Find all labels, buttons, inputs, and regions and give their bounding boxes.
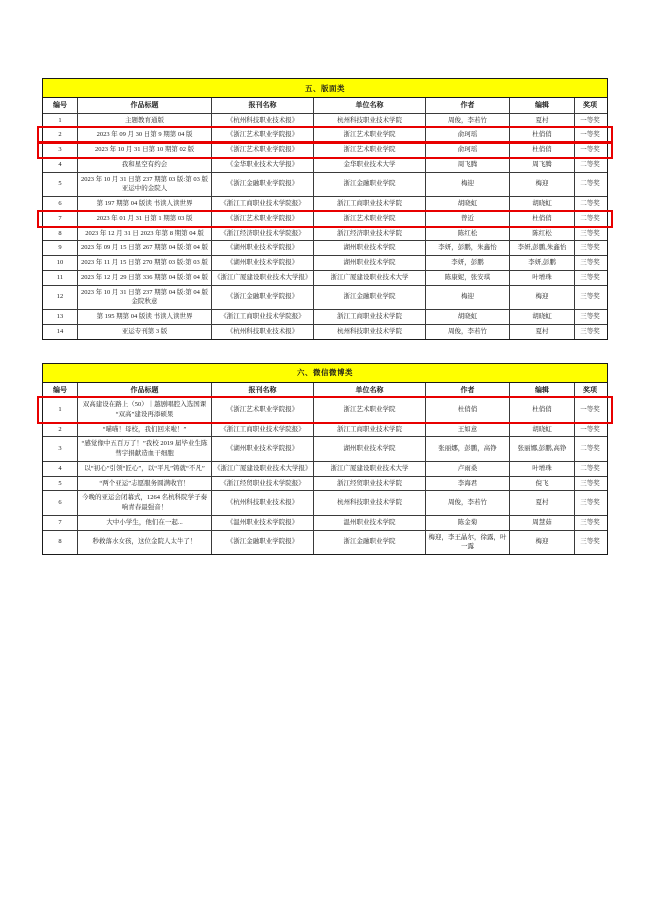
table-row: [43, 240, 607, 255]
table-cell: 二等奖: [574, 158, 605, 172]
table-cell: 梅迎: [509, 286, 574, 310]
table-row: [43, 172, 607, 197]
table-cell: 陈金菊: [425, 516, 509, 530]
table-cell: 周俊，李若竹: [425, 491, 509, 515]
table-cell: 俞珂瑶: [425, 128, 509, 142]
column-header: 单位名称: [313, 98, 425, 113]
table-cell: 杜俏俏: [509, 128, 574, 142]
table-cell: 5: [58, 180, 62, 188]
table-section-layout-category: [42, 78, 608, 340]
table-row: [43, 461, 607, 476]
table-cell: 三等奖: [574, 271, 605, 285]
table-cell: 三等奖: [574, 241, 605, 255]
table-cell: 叶增珠: [509, 462, 574, 476]
table-cell: 《浙江艺术职业学院报》: [211, 128, 313, 142]
table-cell: 大中小学生，他们在一起...: [77, 516, 211, 530]
table-cell: 《浙江艺术职业学院报》: [211, 143, 313, 157]
column-header: 作者: [425, 383, 509, 398]
column-header: 编号: [53, 101, 67, 109]
column-header: 奖项: [574, 98, 605, 113]
table-cell: 第 197 期第 04 版读 书读人读世界: [77, 197, 211, 211]
table-cell: 张丽娜,彭鹏,高铮: [509, 437, 574, 461]
table-cell: “两个亚运”志愿服务圆满收官！: [77, 477, 211, 491]
table-cell: 6: [58, 200, 62, 207]
awards-table-wechat-weibo-category: [43, 383, 607, 555]
table-cell: 3: [58, 445, 62, 453]
table-cell: 二等奖: [574, 197, 605, 211]
table-section-wechat-weibo-category: [42, 363, 608, 556]
table-cell: 2023 年 12 月 31 日 2023 年第 8 期第 04 版: [77, 227, 211, 241]
table-cell: 《浙江经贸职业技术学院报》: [211, 477, 313, 491]
table-cell: 胡晓虹: [509, 423, 574, 437]
table-cell: 2023 年 01 月 31 日第 1 期第 03 版: [77, 212, 211, 226]
table-cell: 2023 年 10 月 31 日第 10 期第 02 版: [77, 143, 211, 157]
table-cell: 周飞腾: [509, 158, 574, 172]
table-cell: 11: [56, 273, 64, 281]
table-cell: 湖州职业技术学院: [313, 437, 425, 461]
table-cell: 梅迎: [425, 173, 509, 197]
table-cell: 《浙江艺术职业学院报》: [211, 398, 313, 422]
table-cell: 周俊，李若竹: [425, 325, 509, 339]
table-cell: 金华职业技术大学: [313, 158, 425, 172]
table-cell: 陈红松: [509, 227, 574, 241]
table-cell: 浙江经贸职业技术学院: [313, 477, 425, 491]
table-row: [43, 490, 607, 515]
table-cell: 《浙江广厦建设职业技术大学报》: [211, 271, 313, 285]
table-cell: 浙江金融职业学院: [313, 531, 425, 555]
table-cell: 双高建设在路上（50）｜越剧唱腔入选国课 “双高”建设再添硕果: [77, 398, 211, 422]
table-header-row: [43, 383, 607, 398]
table-cell: 杜俏俏: [509, 143, 574, 157]
table-cell: 8: [58, 538, 62, 546]
table-cell: 《杭州科技职业技术报》: [211, 114, 313, 128]
table-cell: 杭州科技职业技术学院: [313, 325, 425, 339]
table-cell: 夏村: [509, 114, 574, 128]
table-cell: 李海君: [425, 477, 509, 491]
table-cell: 梅迎: [425, 286, 509, 310]
column-header: 编辑: [509, 383, 574, 398]
table-cell: 4: [58, 160, 62, 168]
table-row: [43, 476, 607, 491]
table-cell: 梅迎，李王晶尔，徐露，叶一露: [425, 531, 509, 555]
table-row: [43, 226, 607, 241]
table-cell: 浙江经济职业技术学院: [313, 227, 425, 241]
table-cell: 2023 年 09 月 30 日第 9 期第 04 版: [77, 128, 211, 142]
table-cell: 三等奖: [574, 477, 605, 491]
table-cell: 浙江金融职业学院: [313, 173, 425, 197]
table-cell: 浙江艺术职业学院: [313, 143, 425, 157]
column-header: 编辑: [509, 98, 574, 113]
table-cell: 浙江工商职业技术学院: [313, 197, 425, 211]
table-cell: 9: [58, 244, 62, 252]
table-cell: 杜俏俏: [509, 212, 574, 226]
table-cell: 二等奖: [574, 173, 605, 197]
table-cell: 《浙江艺术职业学院报》: [211, 212, 313, 226]
table-row: [43, 270, 607, 285]
table-cell: 曾近: [425, 212, 509, 226]
table-cell: 三等奖: [574, 325, 605, 339]
table-cell: 湖州职业技术学院: [313, 256, 425, 270]
table-cell: 《湖州职业技术学院报》: [211, 256, 313, 270]
table-cell: 王如意: [425, 423, 509, 437]
table-cell: 倪飞: [509, 477, 574, 491]
table-cell: 三等奖: [574, 256, 605, 270]
table-cell: 李妍，彭鹏: [425, 256, 509, 270]
table-cell: 8: [58, 229, 62, 237]
table-title-layout-category: 五、版面类: [43, 79, 607, 98]
table-cell: 杭州科技职业技术学院: [313, 491, 425, 515]
table-cell: 12: [56, 293, 64, 301]
table-cell: “喵喵！母校，我们回来啦！”: [77, 423, 211, 437]
table-cell: 俞珂瑶: [425, 143, 509, 157]
table-cell: 以“初心”引领“匠心”，以“平凡”铸就“不凡”: [77, 462, 211, 476]
table-cell: 梅迎: [509, 173, 574, 197]
table-cell: 二等奖: [574, 212, 605, 226]
table-cell: 《杭州科技职业技术报》: [211, 325, 313, 339]
table-cell: 《金华职业技术大学报》: [211, 158, 313, 172]
table-row: [43, 422, 607, 437]
table-cell: 浙江艺术职业学院: [313, 128, 425, 142]
table-row-highlighted: [43, 211, 607, 226]
table-cell: 叶增珠: [509, 271, 574, 285]
table-cell: 梅迎: [509, 531, 574, 555]
table-row: [43, 309, 607, 324]
table-cell: 湖州职业技术学院: [313, 241, 425, 255]
table-cell: 浙江工商职业技术学院: [313, 423, 425, 437]
table-cell: 胡晓虹: [425, 197, 509, 211]
table-row: [43, 530, 607, 555]
table-cell: 10: [56, 259, 64, 266]
table-row: [43, 157, 607, 172]
table-cell: 李妍,彭鹏,朱鑫怡: [509, 241, 574, 255]
table-cell: 一等奖: [574, 143, 605, 157]
table-cell: 亚运专刊第 3 版: [77, 325, 211, 339]
table-cell: 张丽娜，彭鹏，高铮: [425, 437, 509, 461]
table-cell: 浙江艺术职业学院: [313, 398, 425, 422]
table-cell: 《浙江金融职业学院报》: [211, 531, 313, 555]
table-cell: 1: [58, 116, 62, 124]
column-header: 单位名称: [313, 383, 425, 398]
table-cell: 4: [58, 464, 62, 472]
table-title-wechat-weibo-category: 六、微信微博类: [43, 364, 607, 383]
table-cell: 2023 年 10 月 31 日第 237 期第 04 版:第 04 版 金院秋意: [77, 286, 211, 310]
table-cell: 周慧茹: [509, 516, 574, 530]
table-cell: 《温州职业技术学院报》: [211, 516, 313, 530]
table-cell: 今晚的亚运会闭幕式，1264 名杭科院学子奏响青春最强音！: [77, 491, 211, 515]
table-cell: 第 195 期第 04 版读 书读人读世界: [77, 310, 211, 324]
table-cell: 5: [58, 479, 62, 487]
table-cell: 胡晓虹: [425, 310, 509, 324]
table-cell: 2023 年 11 月 15 日第 270 期第 03 版:第 03 版: [77, 256, 211, 270]
table-cell: 一等奖: [574, 423, 605, 437]
table-cell: 浙江艺术职业学院: [313, 212, 425, 226]
table-cell: 3: [58, 146, 62, 153]
column-header: 报刊名称: [211, 98, 313, 113]
table-cell: 李妍，彭鹏，朱鑫怡: [425, 241, 509, 255]
table-cell: 三等奖: [574, 227, 605, 241]
table-row: [43, 436, 607, 461]
table-cell: 《浙江工商职业技术学院报》: [211, 423, 313, 437]
table-cell: 《浙江金融职业学院报》: [211, 286, 313, 310]
table-cell: 三等奖: [574, 491, 605, 515]
column-header: 作品标题: [77, 98, 211, 113]
table-cell: 1: [58, 405, 62, 413]
table-cell: 《浙江工商职业技术学院报》: [211, 310, 313, 324]
table-cell: 胡晓虹: [509, 197, 574, 211]
table-row-highlighted: [43, 397, 607, 422]
table-cell: 《湖州职业技术学院报》: [211, 241, 313, 255]
table-cell: 2: [58, 425, 62, 433]
column-header: 报刊名称: [211, 383, 313, 398]
table-cell: 浙江金融职业学院: [313, 286, 425, 310]
table-cell: 二等奖: [574, 437, 605, 461]
table-row: [43, 196, 607, 211]
awards-table-layout-category: [43, 98, 607, 339]
table-cell: 周飞腾: [425, 158, 509, 172]
table-row-highlighted: [43, 127, 607, 142]
table-cell: 我和星空有约会: [77, 158, 211, 172]
table-cell: 2023 年 09 月 15 日第 267 期第 04 版:第 04 版: [77, 241, 211, 255]
table-cell: 7: [58, 518, 62, 526]
table-cell: 《浙江广厦建设职业技术大学报》: [211, 462, 313, 476]
column-header: 编号: [53, 385, 67, 394]
table-cell: 杜俏俏: [509, 398, 574, 422]
table-cell: 《浙江工商职业技术学院报》: [211, 197, 313, 211]
column-header: 作者: [425, 98, 509, 113]
table-cell: 《浙江金融职业学院报》: [211, 173, 313, 197]
table-cell: 2023 年 10 月 31 日第 237 期第 03 版:第 03 版 亚运中的金院人: [77, 173, 211, 197]
table-cell: 浙江工商职业技术学院: [313, 310, 425, 324]
column-header: 奖项: [574, 383, 605, 398]
table-cell: 《湖州职业技术学院报》: [211, 437, 313, 461]
table-row-highlighted: [43, 142, 607, 157]
table-cell: 杭州科技职业技术学院: [313, 114, 425, 128]
table-cell: 7: [58, 214, 62, 222]
table-cell: 陈康妮，张安琪: [425, 271, 509, 285]
table-cell: 13: [56, 313, 64, 320]
table-cell: 周俊，李若竹: [425, 114, 509, 128]
table-row: [43, 113, 607, 128]
table-cell: 三等奖: [574, 286, 605, 310]
table-cell: 《浙江经济职业技术学院报》: [211, 227, 313, 241]
table-cell: 李妍,彭鹏: [509, 256, 574, 270]
table-cell: “感觉像中五百万了！”我校 2019 届毕业生陈彗宇捐献造血干细胞: [77, 437, 211, 461]
table-cell: 主题教育通版: [77, 114, 211, 128]
table-cell: 三等奖: [574, 310, 605, 324]
table-cell: 夏村: [509, 325, 574, 339]
table-cell: 浙江广厦建设职业技术大学: [313, 462, 425, 476]
table-cell: 浙江广厦建设职业技术大学: [313, 271, 425, 285]
table-cell: 三等奖: [574, 516, 605, 530]
table-cell: 三等奖: [574, 531, 605, 555]
table-cell: 6: [58, 499, 62, 507]
table-cell: 2023 年 12 月 29 日第 336 期第 04 版:第 04 版: [77, 271, 211, 285]
table-cell: 温州职业技术学院: [313, 516, 425, 530]
table-cell: 二等奖: [574, 462, 605, 476]
table-cell: 杜俏俏: [425, 398, 509, 422]
table-cell: 《杭州科技职业技术报》: [211, 491, 313, 515]
table-cell: 14: [56, 327, 64, 335]
table-row: [43, 285, 607, 310]
table-cell: 胡晓虹: [509, 310, 574, 324]
table-row: [43, 324, 607, 339]
table-cell: 2: [58, 131, 62, 139]
table-cell: 一等奖: [574, 398, 605, 422]
table-cell: 一等奖: [574, 114, 605, 128]
table-header-row: [43, 98, 607, 113]
table-cell: 一等奖: [574, 128, 605, 142]
table-cell: 夏村: [509, 491, 574, 515]
table-cell: 陈红松: [425, 227, 509, 241]
table-cell: 卢雨桑: [425, 462, 509, 476]
table-cell: 秒救落水女孩，这位金院人太牛了！: [77, 531, 211, 555]
column-header: 作品标题: [77, 383, 211, 398]
table-row: [43, 255, 607, 270]
table-row: [43, 515, 607, 530]
